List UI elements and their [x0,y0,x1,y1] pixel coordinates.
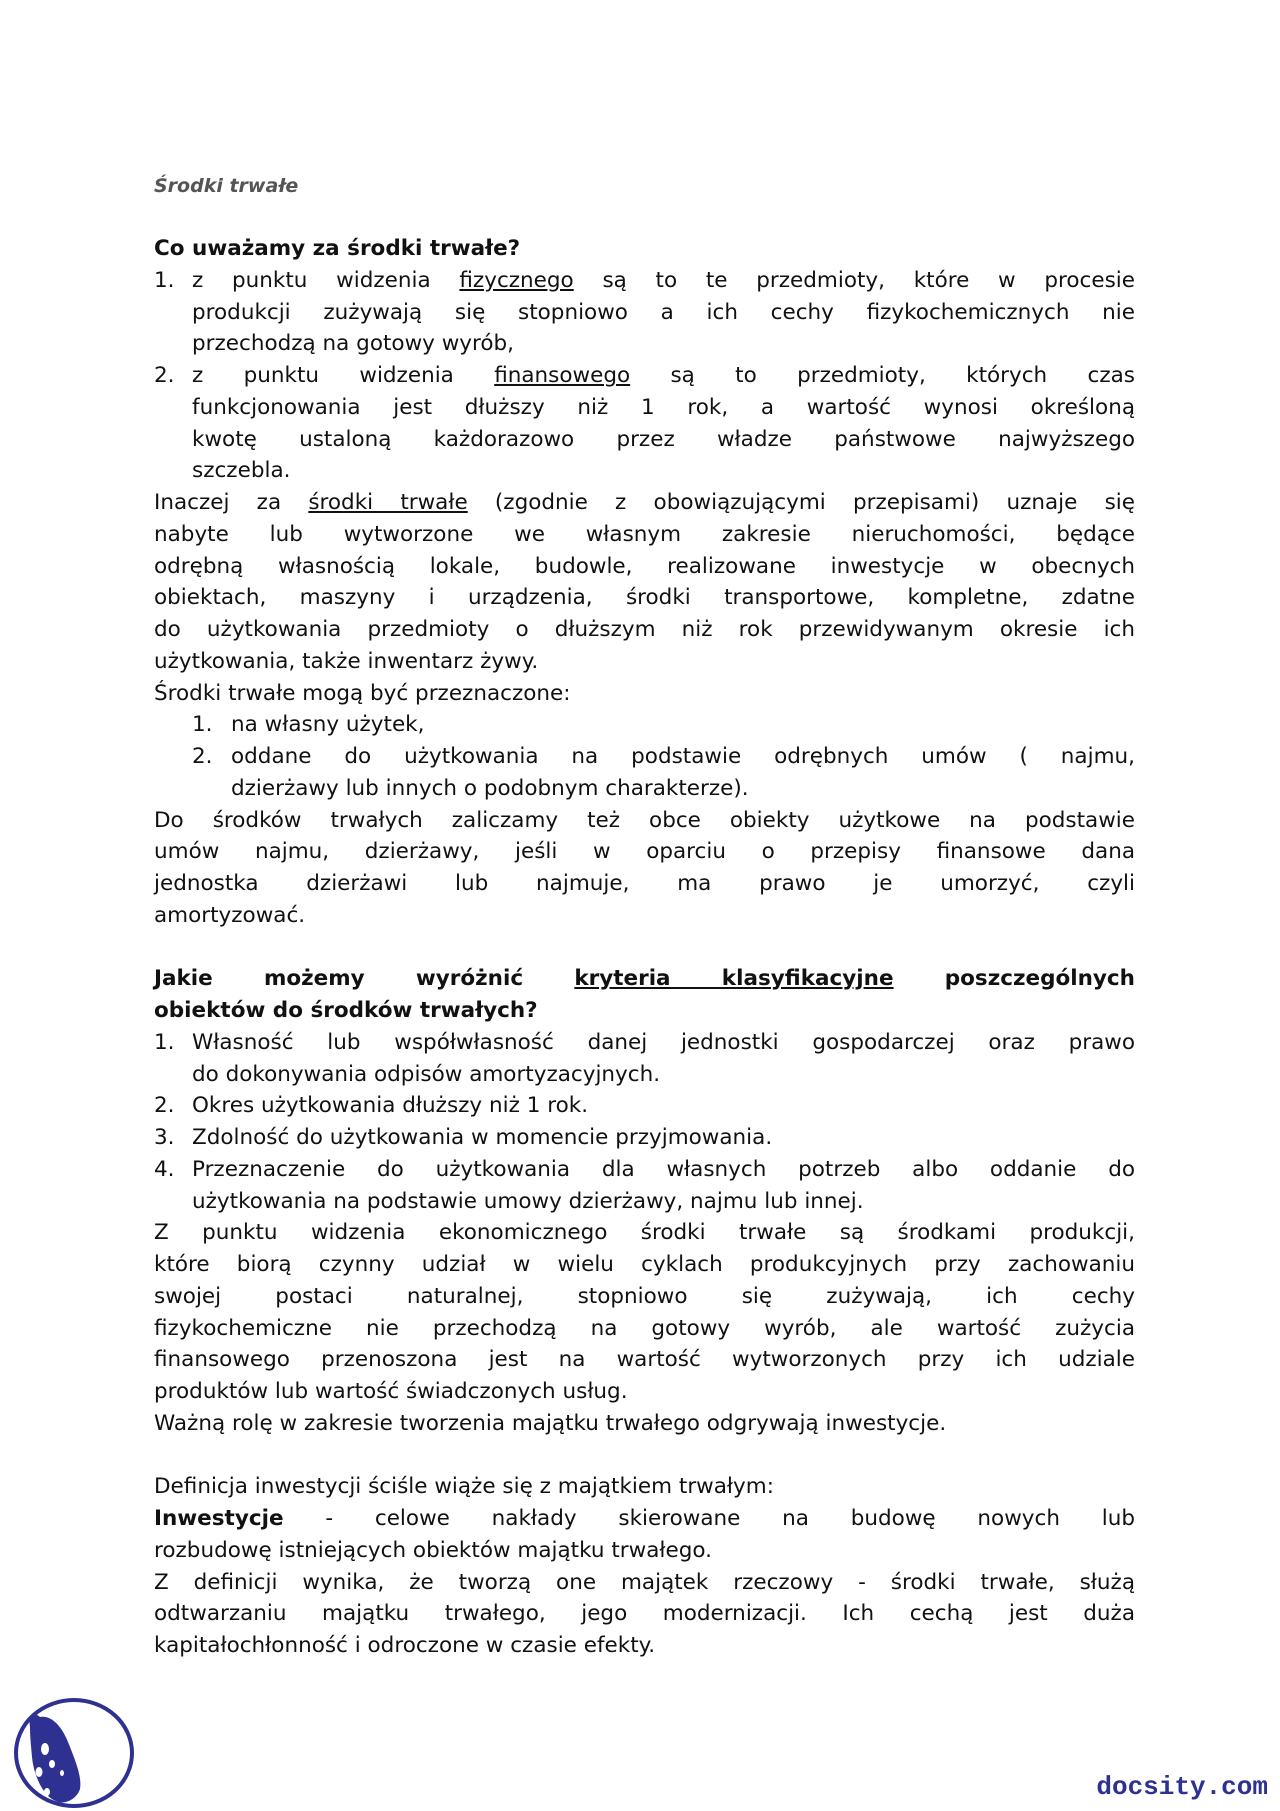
text-line [154,678,1135,710]
text-line [154,1217,1135,1249]
docsity-logo-icon [12,1697,136,1809]
underlined-term: kryteria klasyfikacyjne [574,966,894,992]
underlined-term: finansowego [494,363,631,388]
text-line [154,360,1135,392]
blank-line [154,1440,1135,1472]
bold-text: Co uważamy za środki trwałe? [154,236,521,261]
text-line [154,455,1135,487]
text-segment: Własność lub współwłasność danej jednostki gospodarczej oraz prawo [192,1029,1135,1055]
text-segment: odrębną własnością lokale, budowle, realizowane inwestycje w obecnych [154,553,1135,579]
text-line [154,646,1135,678]
text-line [154,551,1135,583]
text-line [154,487,1135,519]
text-segment: dzierżawy lub innych o podobnym charakterze). [231,775,749,801]
text-segment: produktów lub wartość świadczonych usług. [154,1379,628,1404]
text-line [154,1503,1135,1535]
text-line [154,1630,1135,1662]
text-line [154,709,1135,741]
text-line [154,805,1135,837]
text-line [154,1408,1135,1440]
list-marker: 2. [154,363,175,388]
text-line [154,1376,1135,1408]
list-marker: 3. [154,1125,175,1150]
text-line [154,1122,1135,1154]
text-segment: z punktu widzenia [192,363,495,388]
text-segment: amortyzować. [154,902,306,928]
text-segment: Przeznaczenie do użytkowania dla własnych potrzeb albo oddanie do [192,1156,1135,1182]
text-segment: finansowego przenoszona jest na wartość wytworzonych przy ich udziale [154,1347,1135,1373]
text-line [154,963,1135,995]
text-segment: przechodzą na gotowy wyrób, [192,331,515,357]
text-segment: umów najmu, dzierżawy, jeśli w oparciu o przepisy finansowe dana [154,839,1135,865]
text-segment: produkcji zużywają się stopniowo a ich cechy fizykochemicznych nie [192,299,1135,325]
text-segment: Definicja inwestycji ściśle wiąże się z majątkiem trwałym: [154,1474,774,1500]
text-segment: użytkowania na podstawie umowy dzierżawy, najmu lub innej. [192,1188,864,1214]
list-marker: 1. [192,712,213,738]
document-title: Środki trwałe [154,175,299,197]
text-line [154,1598,1135,1630]
text-line [154,392,1135,424]
text-segment: Środki trwałe mogą być przeznaczone: [154,680,571,706]
text-segment: z punktu widzenia [192,267,460,293]
text-segment: Do środków trwałych zaliczamy też obce obiekty użytkowe na podstawie [154,807,1135,833]
text-segment: są to przedmioty, których czas [630,363,1135,388]
list-marker: 1. [154,1029,175,1055]
text-segment: rozbudowę istniejących obiektów majątku trwałego. [154,1537,712,1563]
text-segment: nabyte lub wytworzone we własnym zakresie nieruchomości, będące [154,521,1135,547]
text-segment: (zgodnie z obowiązującymi przepisami) uznaje się [467,490,1135,515]
text-segment: Z definicji wynika, że tworzą one majątek rzeczowy - środki trwałe, służą [154,1569,1135,1595]
text-line [154,741,1135,773]
text-line [154,582,1135,614]
docsity-brand-link[interactable]: docsity.com [1096,1772,1268,1802]
bold-text: Jakie możemy wyróżnić [154,966,575,992]
text-line [154,297,1135,329]
text-line [154,900,1135,932]
text-line [154,1344,1135,1376]
text-segment: które biorą czynny udział w wielu cyklach produkcyjnych przy zachowaniu [154,1252,1135,1277]
list-marker: 4. [154,1156,175,1182]
text-line [154,868,1135,900]
text-segment: szczebla. [192,458,291,484]
text-segment: Okres użytkowania dłuższy niż 1 rok. [192,1093,589,1119]
text-segment: fizykochemiczne nie przechodzą na gotowy wyrób, ale wartość zużycia [154,1315,1135,1341]
list-marker: 2. [192,744,213,769]
text-line [154,233,1135,265]
text-line [154,1313,1135,1345]
text-segment: Inaczej za [154,490,309,515]
text-segment: jednostka dzierżawi lub najmuje, ma prawo je umorzyć, czyli [154,871,1135,896]
text-line [154,1186,1135,1218]
text-segment: Zdolność do użytkowania w momencie przyjmowania. [192,1125,773,1150]
text-segment: Ważną rolę w zakresie tworzenia majątku trwałego odgrywają inwestycje. [154,1410,947,1436]
text-segment: Z punktu widzenia ekonomicznego środki trwałe są środkami produkcji, [154,1220,1135,1246]
text-line [154,614,1135,646]
text-segment: oddane do użytkowania na podstawie odrębnych umów ( najmu, [231,744,1135,769]
underlined-term: środki trwałe [308,490,468,515]
text-segment: - celowe nakłady skierowane na budowę nowych lub [283,1506,1135,1531]
text-line [154,1249,1135,1281]
text-segment: funkcjonowania jest dłuższy niż 1 rok, a wartość wynosi określoną [192,394,1135,420]
underlined-term: fizycznego [459,267,574,293]
document-body [154,233,1135,1662]
bold-text: Inwestycje [154,1506,284,1531]
text-line [154,1535,1135,1567]
text-line [154,328,1135,360]
text-line [154,519,1135,551]
text-segment: są to te przedmioty, które w procesie [573,267,1135,293]
blank-line [154,932,1135,964]
text-segment: na własny użytek, [231,712,425,738]
text-segment: kapitałochłonność i odroczone w czasie efekty. [154,1633,656,1658]
text-line [154,424,1135,456]
text-line [154,1154,1135,1186]
bold-text: obiektów do środków trwałych? [154,998,538,1023]
bold-text: poszczególnych [893,966,1135,992]
list-marker: 1. [154,267,175,293]
text-segment: swojej postaci naturalnej, stopniowo się zużywają, ich cechy [154,1283,1135,1309]
text-line [154,1567,1135,1599]
text-line [154,836,1135,868]
text-line [154,1059,1135,1091]
text-line [154,995,1135,1027]
list-marker: 2. [154,1093,175,1119]
text-segment: do użytkowania przedmioty o dłuższym niż rok przewidywanym okresie ich [154,617,1135,642]
text-line [154,1281,1135,1313]
text-segment: do dokonywania odpisów amortyzacyjnych. [192,1061,661,1087]
text-line [154,773,1135,805]
text-segment: kwotę ustaloną każdorazowo przez władze państwowe najwyższego [192,426,1135,452]
text-line [154,1090,1135,1122]
text-line [154,1471,1135,1503]
text-line [154,265,1135,297]
text-segment: użytkowania, także inwentarz żywy. [154,648,539,674]
text-segment: obiektach, maszyny i urządzenia, środki transportowe, kompletne, zdatne [154,585,1135,611]
text-segment: odtwarzaniu majątku trwałego, jego modernizacji. Ich cechą jest duża [154,1601,1135,1627]
text-line [154,1027,1135,1059]
